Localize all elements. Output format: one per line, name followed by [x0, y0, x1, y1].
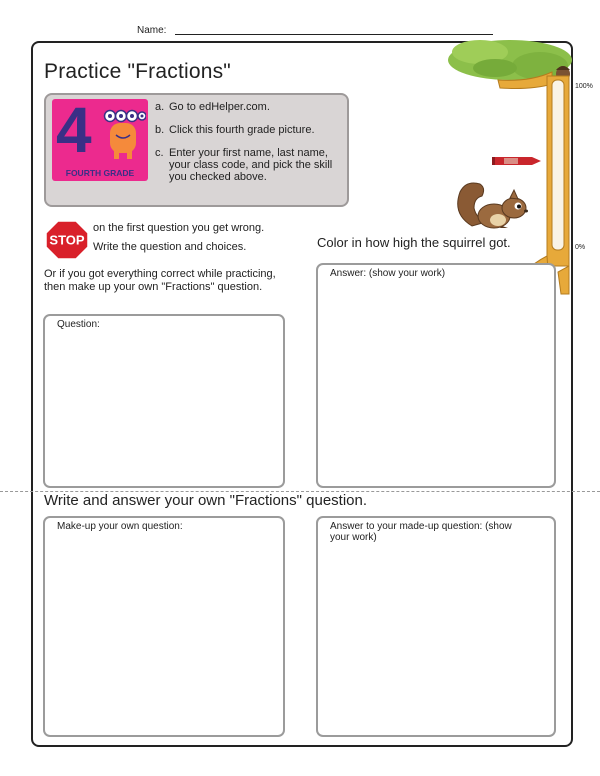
step-a-label: a. — [155, 101, 165, 113]
makeup-answer-box[interactable] — [316, 516, 556, 737]
crayon-icon — [490, 154, 542, 168]
makeup-answer-label: Answer to your made-up question: (show your work) — [330, 521, 512, 543]
or-instruction: Or if you got everything correct while practicing, then make up your own "Fractions" question. — [44, 268, 276, 293]
stop-line-1: on the first question you get wrong. — [93, 222, 265, 234]
name-line[interactable] — [175, 34, 493, 35]
tree-thermometer-icon[interactable] — [440, 38, 575, 300]
fourth-grade-monster-icon — [102, 107, 146, 163]
makeup-question-box[interactable] — [43, 516, 285, 737]
thermometer-bottom-label: 0% — [575, 244, 586, 251]
write-your-own-title: Write and answer your own "Fractions" question. — [44, 492, 368, 509]
grade-caption: FOURTH GRADE — [65, 168, 135, 178]
squirrel-icon — [452, 178, 534, 234]
makeup-question-label: Make-up your own question: — [57, 521, 183, 532]
thermometer-instruction: Color in how high the squirrel got. — [317, 235, 511, 250]
step-c-label: c. — [155, 147, 164, 159]
step-b-text: Click this fourth grade picture. — [169, 124, 315, 136]
name-label: Name: — [137, 25, 167, 36]
grade-number: 4 — [56, 99, 92, 166]
stop-sign-icon — [45, 220, 89, 260]
stop-line-2: Write the question and choices. — [93, 241, 247, 253]
step-a-text: Go to edHelper.com. — [169, 101, 270, 113]
stop-sign-text: STOP — [49, 232, 85, 248]
step-a — [155, 101, 270, 113]
thermometer-top-label: 100% — [575, 83, 593, 90]
question-label: Question: — [57, 319, 100, 330]
answer-label: Answer: (show your work) — [330, 268, 446, 279]
step-b — [155, 124, 315, 136]
step-c — [155, 147, 337, 183]
question-box[interactable] — [43, 314, 285, 488]
step-c-text: Enter your first name, last name, your class code, and pick the skill you checked above. — [169, 147, 333, 183]
fourth-grade-picture[interactable] — [52, 99, 148, 181]
page-title: Practice "Fractions" — [44, 60, 231, 83]
step-b-label: b. — [155, 124, 165, 136]
answer-box[interactable] — [316, 263, 556, 488]
